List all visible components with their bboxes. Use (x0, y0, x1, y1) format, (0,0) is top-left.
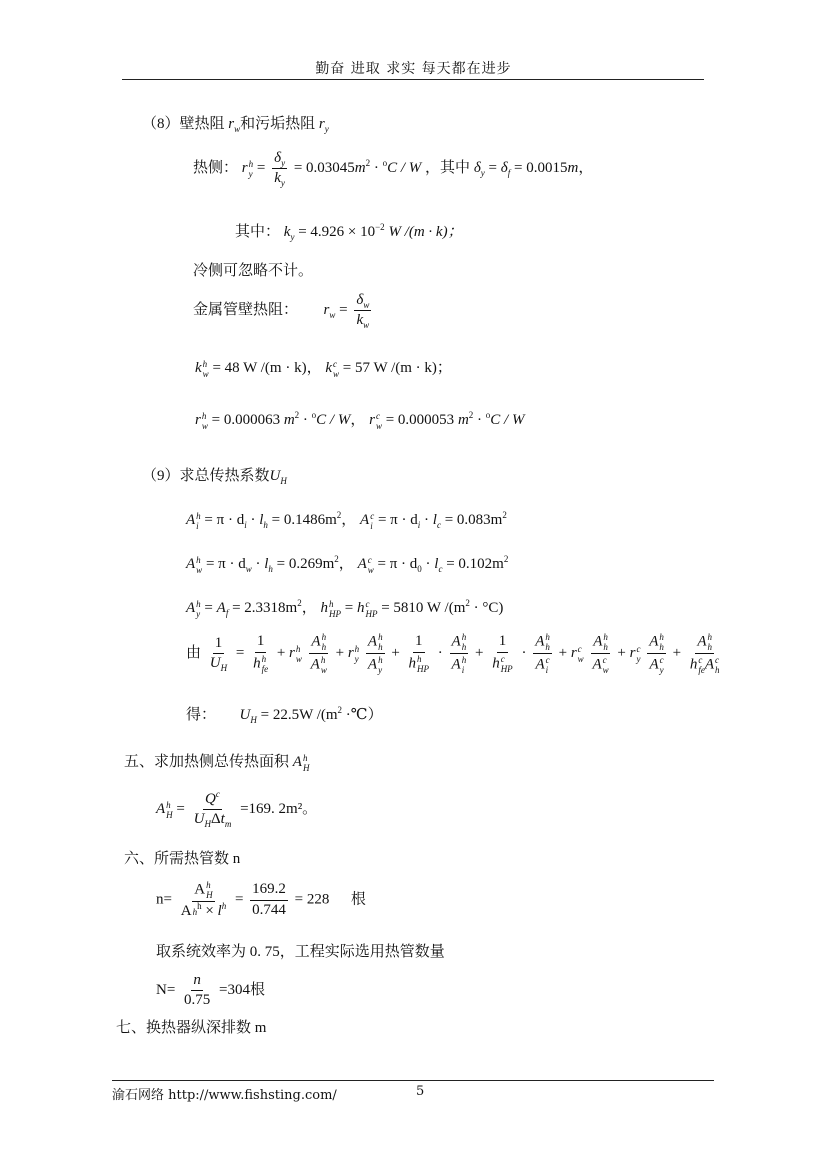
cold-side-note: 冷侧可忽略不计。 (193, 263, 314, 279)
eq-ay: A h y = $A_f = 2.3318m^2$， h h HP = h c HP = 5810 W $/(m^2 \cdot ^\circ C)$ (186, 598, 504, 619)
section-7-title: 七、换热器纵深排数 m (116, 1020, 267, 1036)
eq-overall-coefficient: 由 $\frac{1}{U_H}$ = 1 h h fe + r h w A h h A h w + r h y A h h A h y + 1 h h HP · A h h A h i + 1 h c HP · A h h A c i + r c w A h h A c w + r c y A h h A c y + A h h h c fe A c h (186, 632, 720, 675)
eq-rw-values: r h w = 0.000063 $m^2 \cdot ^oC / W$， r c w = 0.000053 $m^2 \cdot ^oC / W$ (195, 410, 525, 431)
section-5-title: 五、求加热侧总传热面积 A h H (124, 752, 310, 773)
eq-ah: A h H = $\frac{Q^c}{U_H\Delta t_m}$ =169. 2m²。 (156, 789, 318, 830)
eq-ai: A h i = $\pi \cdot d_i \cdot l_h = 0.1486m^2$， A c i = $\pi \cdot d_i \cdot l_c = 0.083m^2$ (186, 510, 507, 531)
footer-site: 渝石网络 http://www.fishsting.com/ (112, 1088, 337, 1103)
efficiency-text: 取系统效率为 0. 75，工程实际选用热管数量 (156, 944, 445, 960)
page-number: 5 (416, 1084, 425, 1099)
section-8-title: （8）壁热阻 $r_w$和污垢热阻 $r_y$ (142, 116, 329, 134)
eq-kw: k h w = 48 W /(m · k)， k c w = 57 W /(m · k)； (195, 358, 452, 379)
footer-rule (112, 1080, 714, 1081)
section-9-title: （9）求总传热系数$U_H$ (142, 468, 287, 486)
eq-uh-result: 得： $U_H = 22.5W$ $/(m^2$ ·℃） (186, 705, 383, 725)
page-header: 勤奋 进取 求实 每天都在进步 (315, 61, 512, 77)
eq-n: n= A h H A h $^h \times l^h$ = $\frac{169.2}{0.744}$ = 228 根 (156, 880, 366, 919)
eq-rw: 金属管壁热阻： $r_w$ = $\frac{\delta_w}{k_w}$ (193, 292, 370, 331)
section-6-title: 六、所需热管数 n (124, 851, 241, 867)
header-rule (122, 79, 704, 80)
eq-N: N= $\frac{n}{0.75}$ =304根 (156, 972, 266, 1009)
eq-aw: A h w = $\pi \cdot d_w \cdot l_h = 0.269m^2$， A c w = $\pi \cdot d_0 \cdot l_c = 0.102m^2$ (186, 554, 509, 575)
eq-ky: 其中： $k_y = 4.926 \times 10^{-2}$ W /(m · k)； (235, 222, 463, 242)
eq-ry-hot: 热侧： r h y = $\frac{\delta_y}{k_y}$ = $0.03045m^2 \cdot ^oC / W$ ，其中 $\delta_y = \delta_f = 0.0015m$， (193, 150, 594, 189)
